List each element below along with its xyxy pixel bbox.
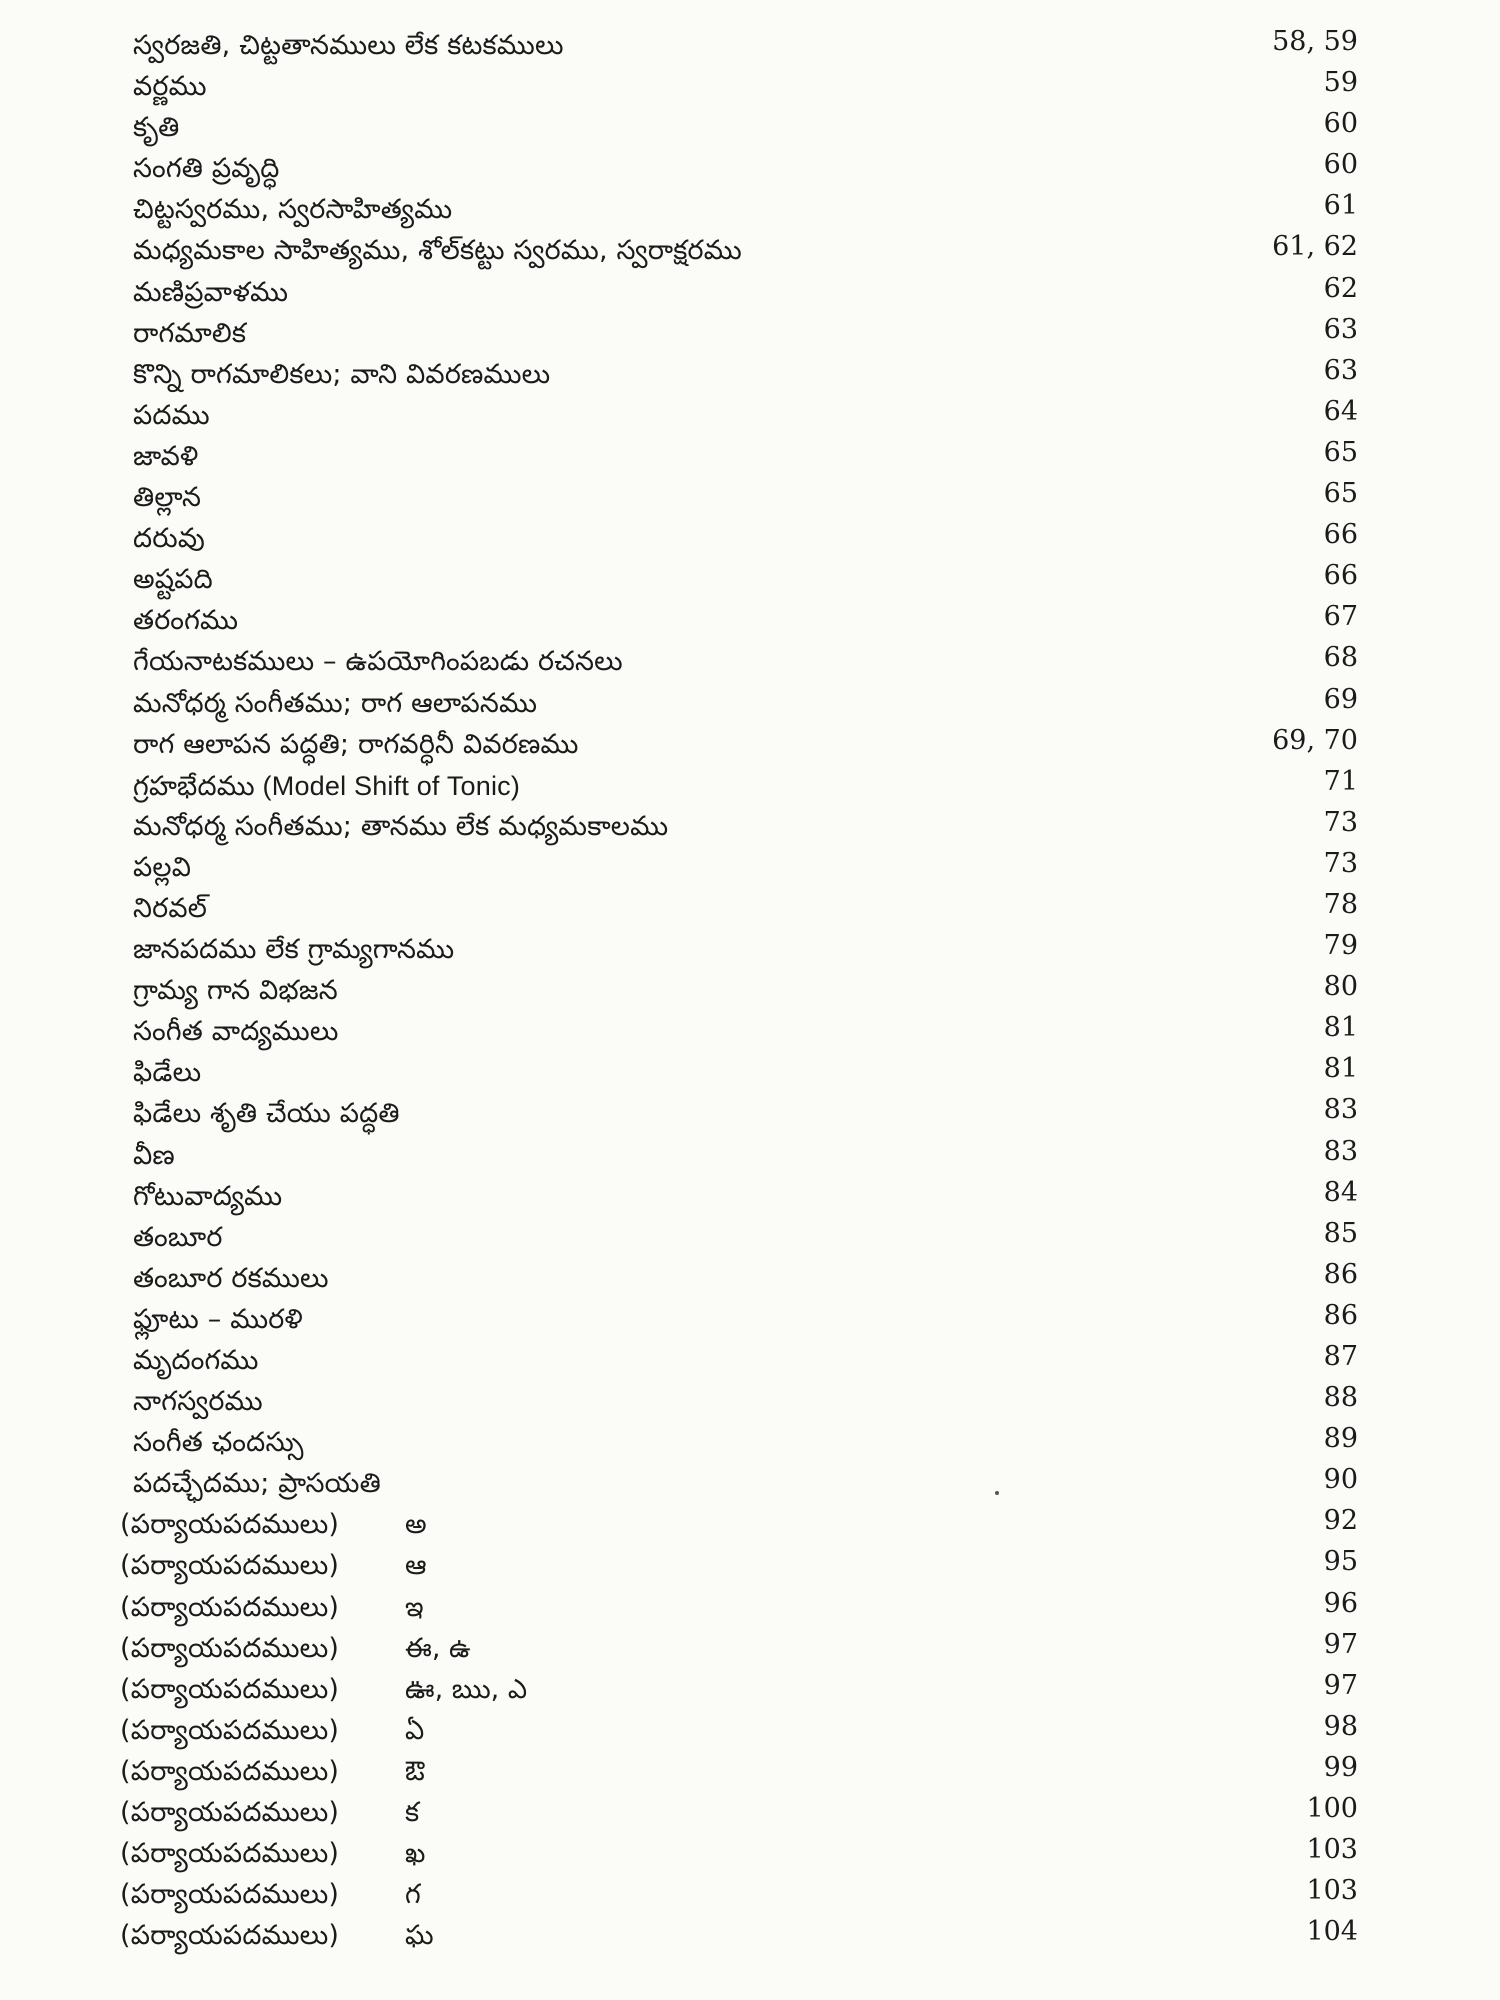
toc-entry-page-number: 61, 62: [1272, 231, 1358, 263]
toc-entry-title: [133, 235, 742, 267]
toc-entry-title: [133, 1057, 201, 1089]
toc-glossary-entry: [0, 1914, 1500, 1955]
toc-glossary-entry: [0, 1873, 1500, 1914]
toc-entry-title: [120, 1674, 339, 1706]
toc-entry-title-text: (పర్యాయపదములు): [120, 1714, 340, 1746]
toc-entry-title: [120, 1920, 339, 1952]
toc-entry-page-number: 83: [1323, 1094, 1358, 1126]
toc-entry: [0, 1380, 1500, 1421]
toc-entry-page-number: 60: [1323, 149, 1358, 181]
toc-entry-title-text: చిట్టస్వరము, స్వరసాహిత్యము: [133, 194, 453, 226]
toc-entry-title: [133, 523, 205, 555]
toc-entry-page-number: 79: [1323, 930, 1358, 962]
toc-entry-title: [120, 1879, 339, 1911]
toc-entry-title-text: తంబూర రకములు: [133, 1262, 329, 1294]
toc-entry-title-text: (పర్యాయపదములు): [120, 1509, 340, 1541]
toc-entry-title: [133, 1263, 329, 1295]
toc-entry-page-number: 67: [1323, 601, 1358, 633]
toc-entry: [0, 723, 1500, 764]
toc-entry-title: [133, 441, 198, 473]
toc-entry-page-number: 66: [1323, 519, 1358, 551]
toc-entry-letters: ఇ: [405, 1591, 424, 1623]
toc-entry-title-text: (పర్యాయపదములు): [120, 1920, 340, 1952]
toc-entry-title: [120, 1756, 339, 1788]
toc-entry-page-number: 84: [1323, 1176, 1358, 1208]
toc-entry: [0, 188, 1500, 229]
toc-entry-title-text: గేయనాటకములు – ఉపయోగింపబడు రచనలు: [133, 646, 623, 678]
toc-entry-page-number: 83: [1323, 1135, 1358, 1167]
toc-entry-title-text: గ్రామ్య గాన విభజన: [133, 975, 338, 1007]
toc-entry-title: [133, 852, 191, 884]
toc-entry-title-text: ఫిడేలు: [133, 1057, 202, 1089]
toc-entry: [0, 312, 1500, 353]
toc-entry: [0, 1462, 1500, 1503]
toc-entry-title: [120, 1715, 339, 1747]
toc-entry-title: [133, 770, 520, 803]
toc-entry-title-text: (పర్యాయపదములు): [120, 1591, 340, 1623]
toc-entry-title-text: ఫిడేలు శృతి చేయు పద్ధతి: [133, 1098, 400, 1130]
toc-entry-title: [133, 688, 537, 720]
toc-entry-page-number: 65: [1323, 436, 1358, 468]
toc-entry-title: [133, 1222, 223, 1254]
toc-entry-title-text: తంబూర: [133, 1221, 223, 1253]
toc-entry-title: [133, 1181, 282, 1213]
toc-entry-title-text: కృతి: [133, 112, 180, 144]
toc-entry: [0, 805, 1500, 846]
toc-entry-title: [133, 400, 210, 432]
toc-entry-title-text: (పర్యాయపదములు): [120, 1879, 340, 1911]
toc-entry-title-text: మణిప్రవాళము: [133, 276, 289, 308]
toc-entry-title-text: అష్టపది: [133, 564, 213, 596]
toc-entry-page-number: 104: [1306, 1916, 1358, 1948]
toc-entry-page-number: 96: [1323, 1587, 1358, 1619]
toc-entry-title: [133, 1468, 381, 1500]
toc-entry-title-text: (పర్యాయపదములు): [120, 1550, 340, 1582]
toc-entry-title: [133, 30, 564, 62]
toc-entry-title: [133, 1345, 259, 1377]
toc-entry: [0, 1134, 1500, 1175]
toc-entry: [0, 394, 1500, 435]
toc-entry-letters: ఆ: [405, 1550, 427, 1582]
toc-entry: [0, 887, 1500, 928]
toc-glossary-entry: [0, 1586, 1500, 1627]
toc-entry-page-number: 103: [1306, 1875, 1358, 1907]
toc-entry-title-text: మనోధర్మ సంగీతము; తానము లేక మధ్యమకాలము: [133, 810, 669, 842]
toc-entry-title: [120, 1509, 339, 1541]
toc-entry-title: [133, 1427, 304, 1459]
table-of-contents: [0, 24, 1500, 1955]
toc-entry: [0, 928, 1500, 969]
toc-entry-letters: ఏ: [405, 1714, 425, 1746]
toc-entry-page-number: 59: [1323, 67, 1358, 99]
toc-entry-title: [133, 1016, 339, 1048]
toc-entry-page-number: 71: [1323, 765, 1358, 797]
toc-entry: [0, 229, 1500, 270]
toc-entry-title-text: సంగతి ప్రవృద్ధి: [133, 153, 280, 185]
toc-entry-title-text: పదచ్ఛేదము; ప్రాసయతి: [133, 1468, 381, 1500]
toc-entry: [0, 106, 1500, 147]
toc-entry-title: [133, 1304, 303, 1336]
toc-entry-title-text: జానపదము లేక గ్రామ్యగానము: [133, 934, 455, 966]
toc-entry-page-number: 89: [1323, 1423, 1358, 1455]
toc-entry-title: [133, 975, 338, 1007]
toc-entry-title: [133, 1098, 400, 1130]
toc-entry: [0, 682, 1500, 723]
toc-entry-title-text: (పర్యాయపదములు): [120, 1673, 340, 1705]
toc-entry-title-text: (పర్యాయపదములు): [120, 1632, 340, 1664]
toc-entry-title-text: మృదంగము: [133, 1345, 259, 1376]
toc-entry-letters: అ: [405, 1509, 427, 1541]
toc-entry-title: [133, 482, 201, 514]
toc-entry: [0, 1051, 1500, 1092]
toc-entry-title-text: తిల్లాన: [133, 482, 202, 514]
toc-glossary-entry: [0, 1668, 1500, 1709]
toc-entry-letters: ఔ: [405, 1755, 425, 1787]
toc-entry-page-number: 97: [1323, 1669, 1358, 1701]
toc-entry-page-number: 85: [1323, 1217, 1358, 1249]
toc-entry-title: [133, 112, 179, 144]
toc-entry: [0, 1339, 1500, 1380]
toc-entry-letters: ఊ, ఋ, ఎ: [405, 1673, 528, 1705]
toc-entry-title: [120, 1797, 339, 1829]
toc-entry-title-text: జావళి: [133, 440, 199, 472]
toc-entry-title: [133, 194, 452, 226]
toc-entry: [0, 435, 1500, 476]
toc-entry-title-text: కొన్ని రాగమాలికలు; వాని వివరణములు: [133, 358, 551, 390]
toc-entry: [0, 517, 1500, 558]
toc-entry-title-text: వర్ణము: [133, 71, 207, 103]
toc-entry: [0, 353, 1500, 394]
toc-entry-page-number: 98: [1323, 1710, 1358, 1742]
toc-entry-title-english: (Model Shift of Tonic): [254, 770, 521, 801]
toc-entry-title-text: గ్రహభేదము: [133, 770, 255, 802]
toc-entry-page-number: 60: [1323, 108, 1358, 140]
toc-entry: [0, 846, 1500, 887]
toc-entry-title: [120, 1633, 339, 1665]
toc-entry-page-number: 97: [1323, 1628, 1358, 1660]
toc-entry: [0, 1257, 1500, 1298]
toc-entry-page-number: 68: [1323, 642, 1358, 674]
toc-entry-title-text: స్వరజతి, చిట్టతానములు లేక కటకములు: [133, 30, 564, 61]
toc-entry-title: [133, 318, 246, 350]
toc-glossary-entry: [0, 1791, 1500, 1832]
toc-entry: [0, 969, 1500, 1010]
toc-entry: [0, 599, 1500, 640]
toc-entry-title: [133, 811, 668, 843]
toc-entry-title: [133, 1386, 263, 1418]
toc-glossary-entry: [0, 1709, 1500, 1750]
toc-entry-page-number: 64: [1323, 395, 1358, 427]
toc-entry-title-text: దరువు: [133, 523, 205, 555]
toc-entry-title-text: (పర్యాయపదములు): [120, 1755, 340, 1787]
toc-entry-page-number: 81: [1323, 1053, 1358, 1085]
toc-glossary-entry: [0, 1503, 1500, 1544]
toc-entry-title: [133, 1140, 175, 1172]
toc-entry-title-text: (పర్యాయపదములు): [120, 1838, 340, 1870]
toc-entry-title-text: పదము: [133, 399, 210, 431]
toc-entry: [0, 1216, 1500, 1257]
toc-entry-page-number: 63: [1323, 354, 1358, 386]
toc-entry: [0, 147, 1500, 188]
toc-entry-title: [133, 71, 207, 103]
toc-entry-page-number: 86: [1323, 1299, 1358, 1331]
toc-entry-page-number: 99: [1323, 1751, 1358, 1783]
toc-entry-title: [133, 934, 454, 966]
toc-entry-page-number: 90: [1323, 1464, 1358, 1496]
toc-entry-letters: ఖ: [405, 1838, 426, 1870]
toc-entry-title: [133, 153, 280, 185]
toc-entry-page-number: 78: [1323, 888, 1358, 920]
toc-entry-title: [120, 1592, 339, 1624]
toc-entry-page-number: 92: [1323, 1505, 1358, 1537]
toc-glossary-entry: [0, 1544, 1500, 1585]
toc-entry-page-number: 66: [1323, 560, 1358, 592]
toc-entry-letters: క: [405, 1797, 420, 1829]
toc-entry: [0, 1092, 1500, 1133]
toc-entry-page-number: 65: [1323, 478, 1358, 510]
toc-entry-page-number: 80: [1323, 971, 1358, 1003]
toc-entry-title-text: మనోధర్మ సంగీతము; రాగ ఆలాపనము: [133, 687, 538, 719]
toc-entry-title-text: రాగమాలిక: [133, 317, 247, 349]
toc-entry: [0, 640, 1500, 681]
toc-entry: [0, 558, 1500, 599]
toc-entry-title: [133, 277, 288, 309]
scan-speck: [995, 1491, 999, 1495]
toc-entry-page-number: 61: [1323, 190, 1358, 222]
toc-entry-page-number: 87: [1323, 1341, 1358, 1372]
toc-entry-page-number: 88: [1323, 1382, 1358, 1414]
toc-entry-page-number: 103: [1306, 1834, 1358, 1866]
toc-entry-letters: ఘ: [405, 1920, 434, 1952]
toc-entry: [0, 476, 1500, 517]
toc-entry: [0, 24, 1500, 65]
toc-entry-page-number: 69, 70: [1272, 724, 1358, 756]
toc-entry-page-number: 73: [1323, 847, 1358, 879]
toc-entry-page-number: 100: [1306, 1793, 1358, 1825]
toc-entry-title: [133, 605, 238, 637]
toc-entry-title-text: వీణ: [133, 1139, 175, 1171]
toc-entry-page-number: 63: [1323, 313, 1358, 345]
toc-entry-title: [133, 359, 550, 391]
toc-entry-page-number: 86: [1323, 1258, 1358, 1290]
toc-entry-title: [133, 893, 207, 925]
toc-entry: [0, 1421, 1500, 1462]
toc-entry-title-text: సంగీత వాద్యములు: [133, 1016, 339, 1048]
toc-entry-title-text: తరంగము: [133, 605, 239, 637]
toc-entry-title-text: గోటువాద్యము: [133, 1180, 283, 1212]
toc-entry-title-text: నిరవల్: [133, 892, 208, 924]
toc-entry-title-text: పల్లవి: [133, 851, 192, 883]
toc-entry-title-text: నాగస్వరము: [133, 1386, 263, 1418]
toc-entry-title: [133, 729, 579, 761]
toc-entry-page-number: 58, 59: [1272, 26, 1358, 57]
toc-entry-title: [133, 646, 623, 678]
toc-entry-title: [120, 1838, 339, 1870]
toc-entry-page-number: 69: [1323, 683, 1358, 715]
toc-entry-page-number: 62: [1323, 272, 1358, 304]
toc-entry-title-text: మధ్యమకాల సాహిత్యము, శోల్‌కట్టు స్వరము, స్వరాక్షరము: [133, 235, 742, 267]
toc-glossary-entry: [0, 1627, 1500, 1668]
toc-entry-page-number: 73: [1323, 806, 1358, 838]
toc-entry-title-text: రాగ ఆలాపన పద్ధతి; రాగవర్ధినీ వివరణము: [133, 728, 579, 760]
toc-entry: [0, 1175, 1500, 1216]
toc-entry-title-text: ఫ్లూటు – మురళి: [133, 1303, 303, 1335]
toc-entry-page-number: 81: [1323, 1012, 1358, 1044]
toc-entry-page-number: 95: [1323, 1546, 1358, 1578]
toc-glossary-entry: [0, 1832, 1500, 1873]
toc-entry: [0, 1298, 1500, 1339]
toc-entry: [0, 271, 1500, 312]
toc-entry-title-text: (పర్యాయపదములు): [120, 1797, 340, 1829]
toc-entry: [0, 1010, 1500, 1051]
toc-entry-title: [133, 564, 213, 596]
toc-entry-title-text: సంగీత ఛందస్సు: [133, 1427, 304, 1459]
toc-glossary-entry: [0, 1750, 1500, 1791]
toc-entry-title: [120, 1550, 339, 1582]
toc-entry: [0, 764, 1500, 805]
toc-entry-letters: గ: [405, 1879, 421, 1911]
toc-entry-letters: ఈ, ఉ: [405, 1632, 471, 1664]
toc-entry: [0, 65, 1500, 106]
